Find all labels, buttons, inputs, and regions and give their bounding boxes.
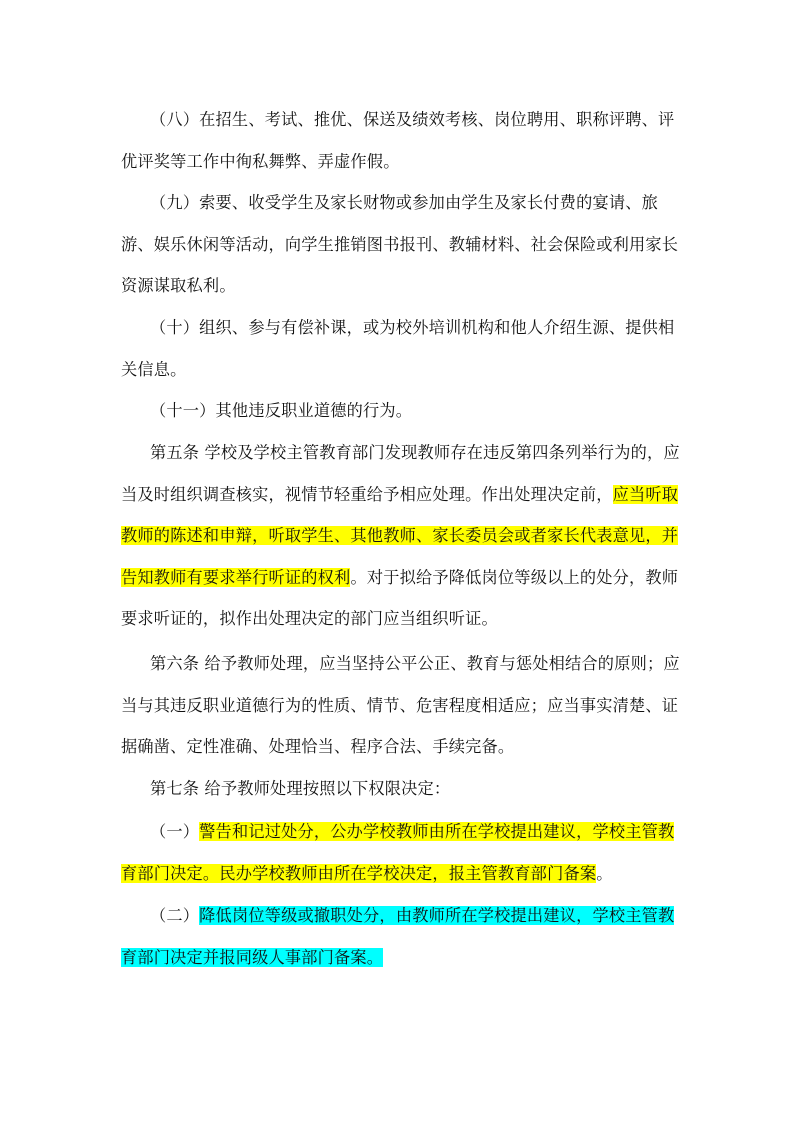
text-line (0, 474, 800, 516)
plain-text: 。 (596, 863, 613, 883)
article-7-item-2 (0, 895, 800, 978)
text-line: 据确凿、定性准确、处理恰当、程序合法、手续完备。 (121, 737, 515, 756)
text-line (0, 557, 800, 599)
text-line: （十一）其他违反职业道德的行为。 (150, 401, 413, 420)
highlighted-text: 降低岗位等级或撤职处分，由教师所在学校提出建议，学校主管教 (199, 906, 675, 925)
article-7 (0, 768, 800, 810)
article-6 (0, 643, 800, 768)
text-line: （八）在招生、考试、推优、保送及绩效考核、岗位聘用、职称评聘、评 (150, 110, 675, 129)
text-line: 要求听证的，拟作出处理决定的部门应当组织听证。 (121, 609, 498, 628)
highlighted-text: 教师的陈述和申辩，听取学生、其他教师、家长委员会或者家长代表意见，并 (121, 526, 679, 545)
highlighted-text: 警告和记过处分，公办学校教师由所在学校提出建议，学校主管教 (199, 822, 675, 841)
text-line: 第五条 学校及学校主管教育部门发现教师存在违反第四条列举行为的，应 (150, 443, 680, 462)
paragraph-item-10 (0, 307, 800, 390)
item-prefix: （二） (150, 906, 200, 925)
text-line: 当与其违反职业道德行为的性质、情节、危害程度相适应；应当事实清楚、证 (121, 695, 679, 715)
highlighted-text: 育部门决定。民办学校教师由所在学校决定，报主管教育部门备案 (121, 863, 597, 883)
text-line: 关信息。 (121, 359, 187, 379)
highlighted-text: 育部门决定并报同级人事部门备案。 (121, 947, 384, 967)
plain-text: 。对于拟给予降低岗位等级以上的处分，教师 (350, 567, 679, 587)
text-line (0, 853, 800, 895)
text-line: 第七条 给予教师处理按照以下权限决定： (150, 779, 451, 798)
plain-text: 当及时组织调查核实，视情节轻重给予相应处理。作出处理决定前， (121, 484, 613, 504)
text-line: （十）组织、参与有偿补课，或为校外培训机构和他人介绍生源、提供相 (150, 318, 675, 337)
highlighted-text: 告知教师有要求举行听证的权利 (121, 567, 351, 587)
text-line: （九）索要、收受学生及家长财物或参加由学生及家长付费的宴请、旅 (150, 193, 659, 212)
text-line: 第六条 给予教师处理，应当坚持公平公正、教育与惩处相结合的原则；应 (150, 654, 680, 673)
paragraph-item-9 (0, 182, 800, 307)
paragraph-item-8 (0, 99, 800, 182)
text-line (0, 515, 800, 557)
text-line (0, 937, 800, 979)
paragraph-item-11 (0, 390, 800, 432)
text-line: 资源谋取私利。 (121, 276, 236, 295)
text-line: 优评奖等工作中徇私舞弊、弄虚作假。 (121, 151, 400, 171)
highlighted-text: 应当听取 (612, 484, 679, 504)
text-line: 游、娱乐休闲等活动，向学生推销图书报刊、教辅材料、社会保险或利用家长 (121, 234, 679, 254)
article-5 (0, 432, 800, 640)
text-line (0, 811, 800, 853)
article-7-item-1 (0, 811, 800, 894)
text-line (0, 895, 800, 937)
item-prefix: （一） (150, 822, 200, 841)
